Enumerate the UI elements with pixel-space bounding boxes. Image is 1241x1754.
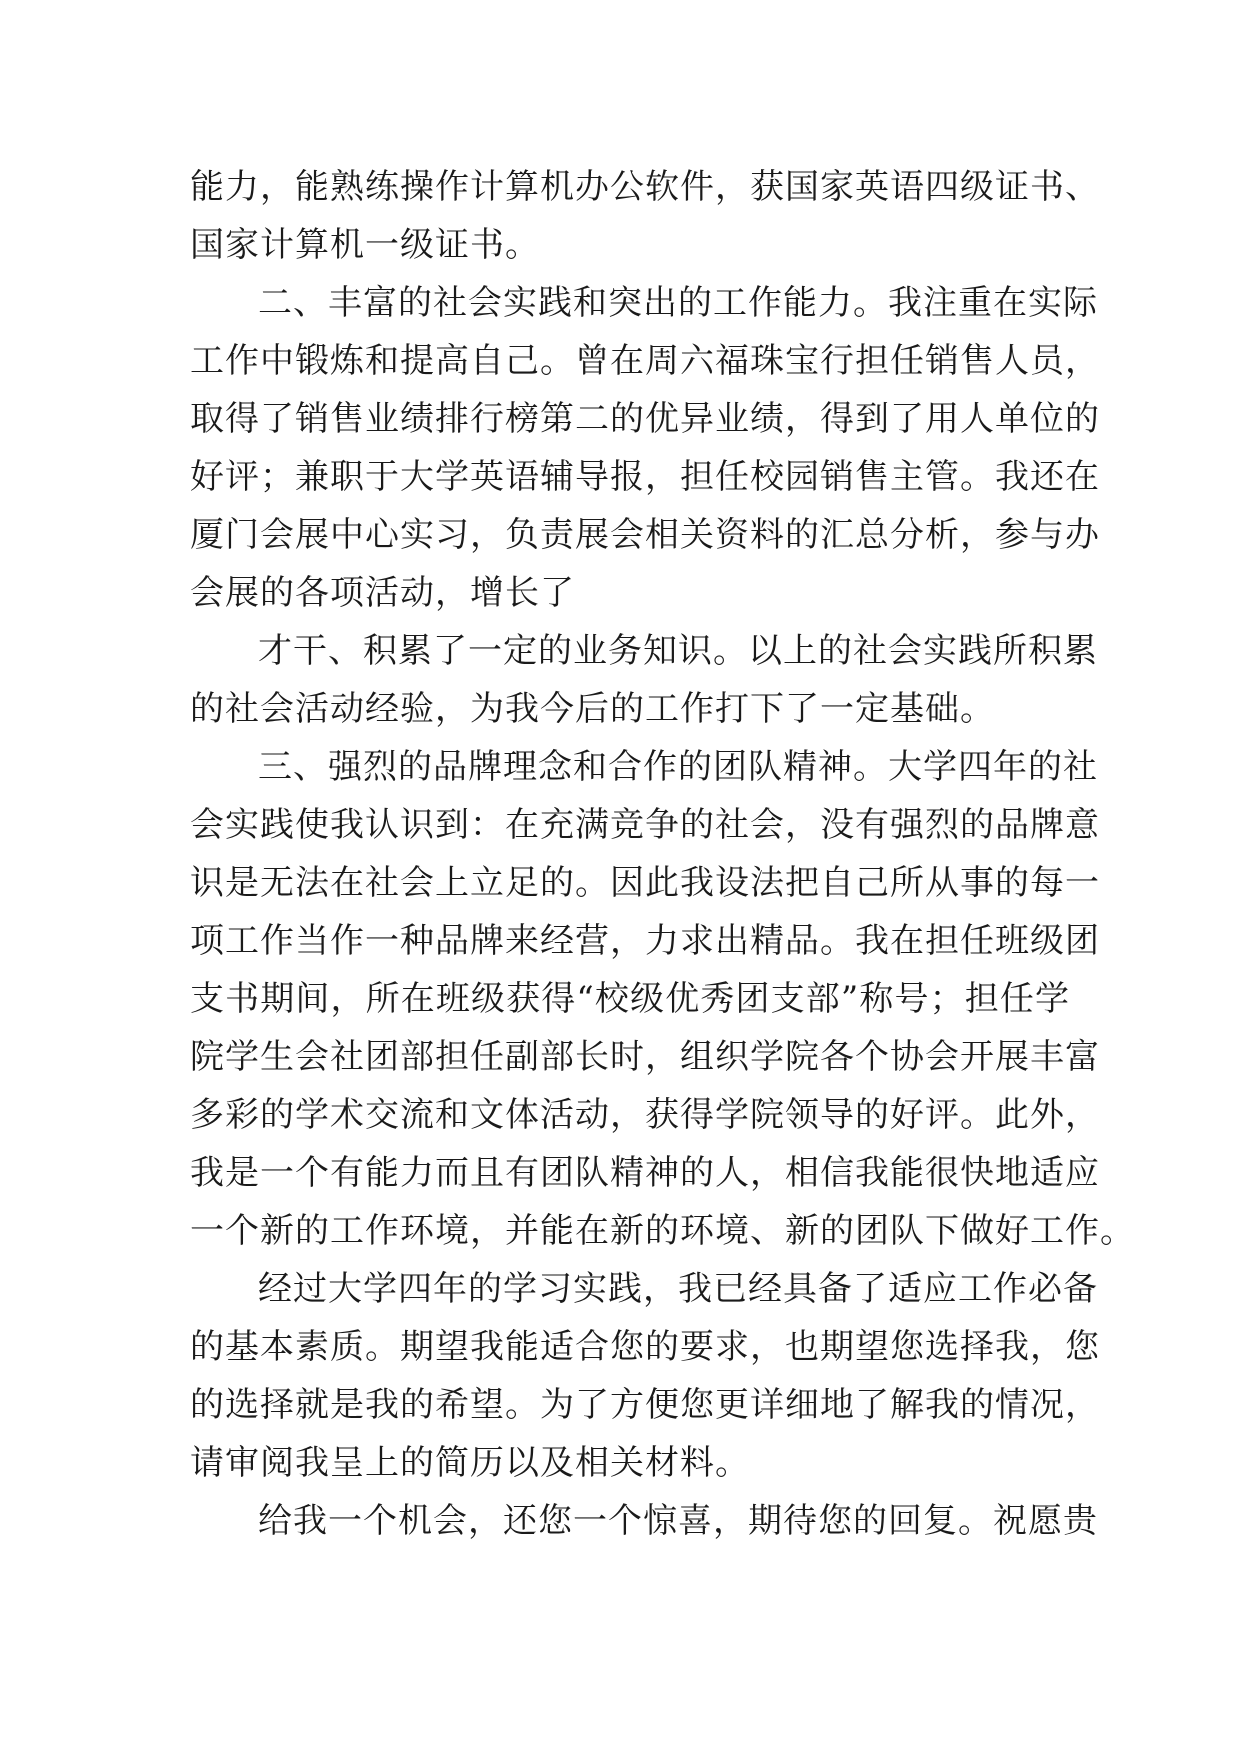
paragraph-start-line: 给我一个机会，还您一个惊喜，期待您的回复。祝愿贵 — [258, 1501, 1098, 1541]
text-line: 的选择就是我的希望。为了方便您更详细地了解我的情况， — [190, 1385, 1100, 1425]
paragraph-start-line: 二、丰富的社会实践和突出的工作能力。我注重在实际 — [258, 283, 1098, 323]
paragraph-start-line: 才干、积累了一定的业务知识。以上的社会实践所积累 — [258, 631, 1098, 671]
text-line: 能力，能熟练操作计算机办公软件，获国家英语四级证书、 — [190, 167, 1100, 207]
text-line: 请审阅我呈上的简历以及相关材料。 — [190, 1443, 750, 1483]
paragraph-start-line: 三、强烈的品牌理念和合作的团队精神。大学四年的社 — [258, 747, 1098, 787]
letter-body — [190, 158, 1135, 1550]
paragraph-start-line: 经过大学四年的学习实践，我已经具备了适应工作必备 — [258, 1269, 1098, 1309]
text-line: 我是一个有能力而且有团队精神的人，相信我能很快地适应 — [190, 1153, 1100, 1193]
text-line: 会实践使我认识到：在充满竞争的社会，没有强烈的品牌意 — [190, 805, 1100, 845]
text-line: 的基本素质。期望我能适合您的要求，也期望您选择我，您 — [190, 1327, 1100, 1367]
text-line: 多彩的学术交流和文体活动，获得学院领导的好评。此外， — [190, 1095, 1100, 1135]
text-line: 会展的各项活动，增长了 — [190, 573, 575, 613]
text-line: 的社会活动经验，为我今后的工作打下了一定基础。 — [190, 689, 995, 729]
text-line: 院学生会社团部担任副部长时，组织学院各个协会开展丰富 — [190, 1037, 1100, 1077]
text-line: 厦门会展中心实习，负责展会相关资料的汇总分析，参与办 — [190, 515, 1100, 555]
text-line: 一个新的工作环境，并能在新的环境、新的团队下做好工作。 — [190, 1211, 1135, 1251]
text-line: 项工作当作一种品牌来经营，力求出精品。我在担任班级团 — [190, 921, 1100, 961]
text-line: 取得了销售业绩排行榜第二的优异业绩，得到了用人单位的 — [190, 399, 1100, 439]
text-line: 工作中锻炼和提高自己。曾在周六福珠宝行担任销售人员， — [190, 341, 1100, 381]
text-line: 国家计算机一级证书。 — [190, 225, 540, 265]
text-line: 识是无法在社会上立足的。因此我设法把自己所从事的每一 — [190, 863, 1100, 903]
text-line: 支书期间，所在班级获得“校级优秀团支部”称号；担任学 — [190, 979, 1070, 1019]
text-line: 好评；兼职于大学英语辅导报，担任校园销售主管。我还在 — [190, 457, 1100, 497]
